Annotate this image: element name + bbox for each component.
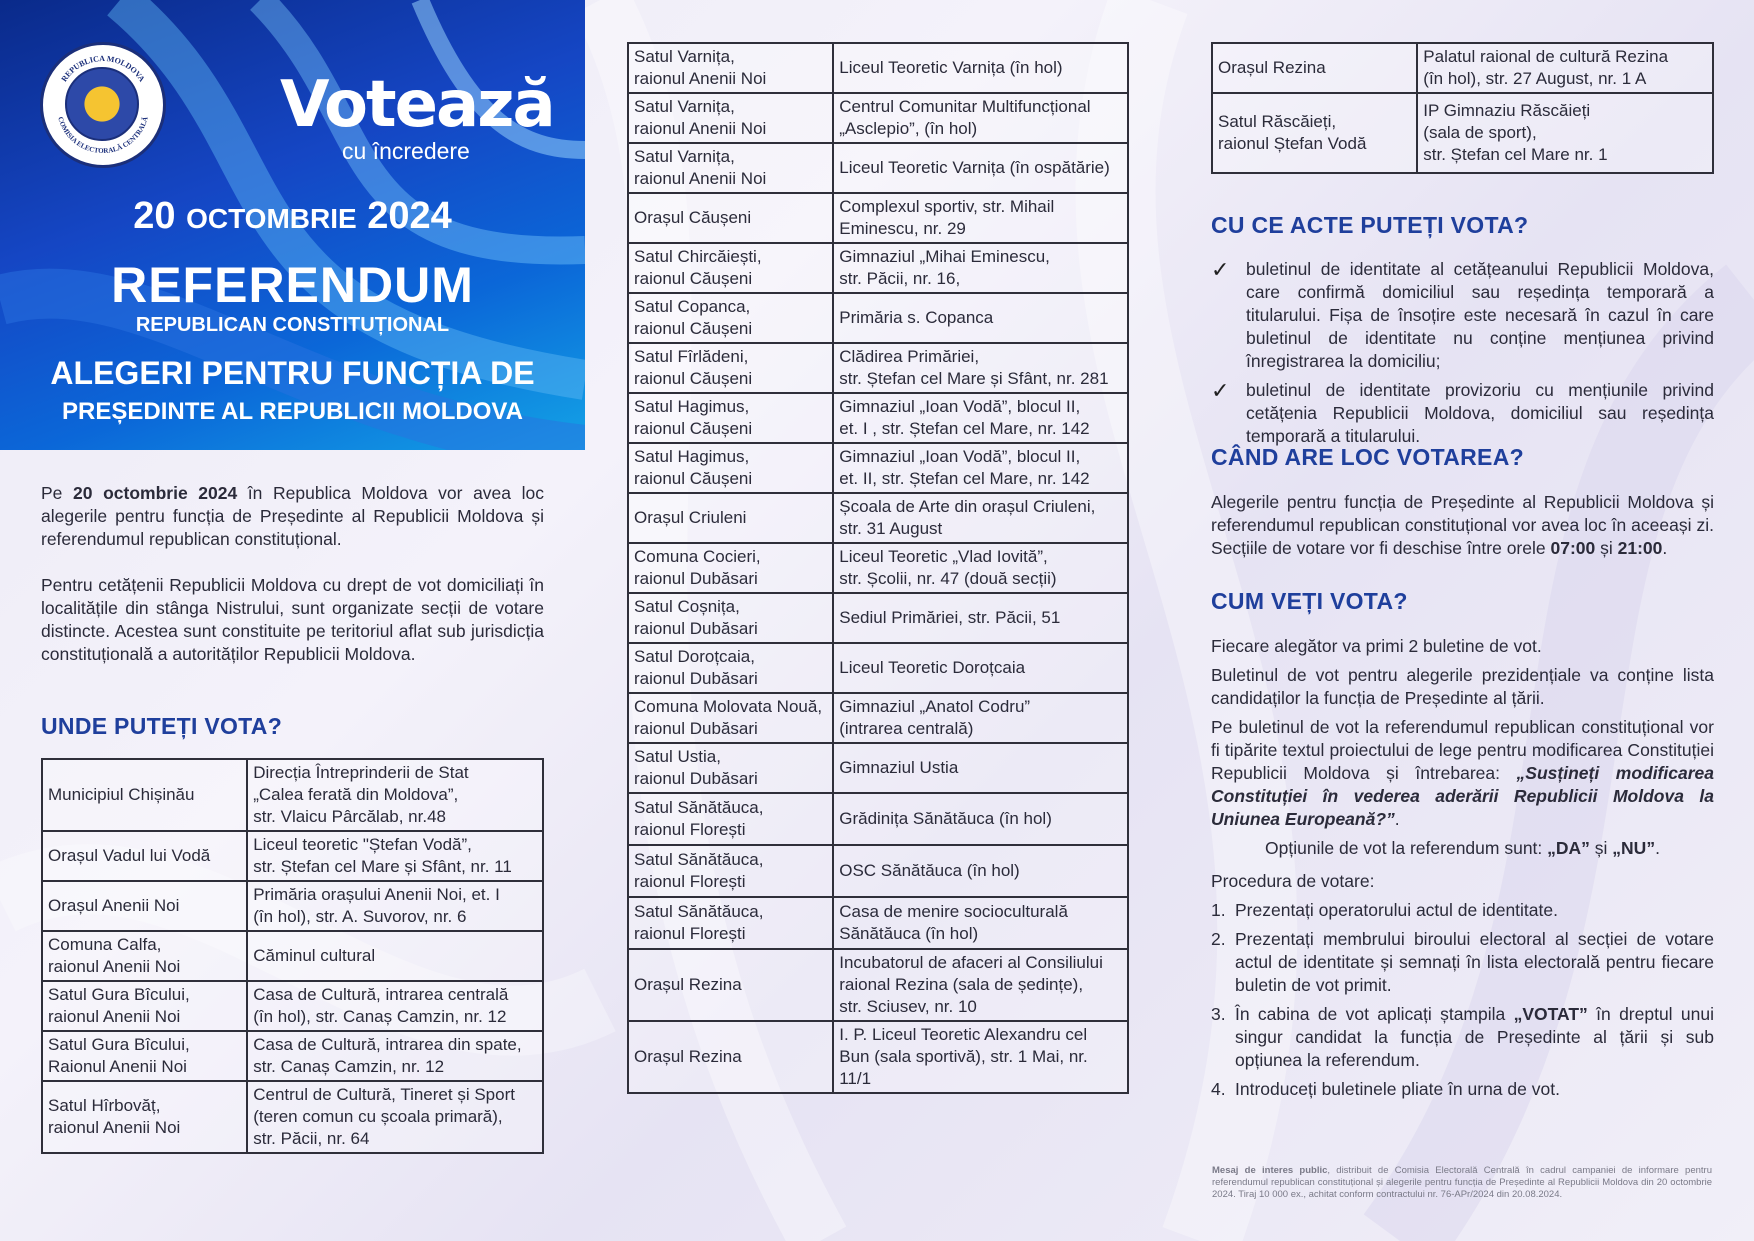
cum-p1: Fiecare alegător va primi 2 buletine de vot. [1211, 636, 1542, 656]
station-cell: Gimnaziul „Anatol Codru” (intrarea centrală) [833, 693, 1128, 743]
heading-cand-are-loc: CÂND ARE LOC VOTAREA? [1211, 444, 1524, 470]
station-cell: Liceul teoretic "Ștefan Vodă”, str. Ștefan cel Mare și Sfânt, nr. 11 [247, 831, 543, 881]
station-cell: Complexul sportiv, str. Mihail Eminescu, nr. 29 [833, 193, 1128, 243]
table-row [628, 443, 1128, 493]
station-cell: Școala de Arte din orașul Criuleni, str. 31 August [833, 493, 1128, 543]
locality-cell: Satul Răscăieți, raionul Ștefan Vodă [1212, 93, 1417, 173]
cec-seal-icon [40, 42, 166, 168]
locality-cell: Satul Hagimus, raionul Căușeni [628, 443, 833, 493]
station-cell: Liceul Teoretic Varnița (în ospătărie) [833, 143, 1128, 193]
cum-options: Opțiunile de vot la referendum sunt: „DA” și „NU”. [1265, 838, 1660, 858]
footer-disclaimer: Mesaj de interes public, distribuit de Comisia Electorală Centrală în cadrul campaniei de informare pentru referendumul republican constituțional și alegerile pentru funcția de Președinte al Republicii Moldova din 20 octombrie 2024. Tiraj 10 000 ex., achitat conform contractului nr. 76-APr/2024 din 20.08.2024. [1212, 1165, 1712, 1200]
station-cell: Incubatorul de afaceri al Consiliului raional Rezina (sala de ședințe), str. Sciusev, nr. 10 [833, 949, 1128, 1021]
locality-cell: Orașul Căușeni [628, 193, 833, 243]
referendum-title: REFERENDUM [111, 257, 474, 313]
table-row [628, 743, 1128, 793]
table-row [628, 845, 1128, 897]
logo-voteaza: Votează [280, 68, 554, 142]
table-row [628, 293, 1128, 343]
locality-cell: Satul Varnița, raionul Anenii Noi [628, 143, 833, 193]
locality-cell: Satul Chircăiești, raionul Căușeni [628, 243, 833, 293]
table-row [42, 881, 543, 931]
heading-unde-puteti-vota: UNDE PUTEȚI VOTA? [41, 713, 283, 739]
procedure-step: 4. Introduceți buletinele pliate în urna de vot. [1211, 1079, 1560, 1099]
acte-list [1211, 258, 1714, 454]
station-cell: I. P. Liceul Teoretic Alexandru cel Bun (sala sportivă), str. 1 Mai, nr. 11/1 [833, 1021, 1128, 1093]
station-cell: Primăria s. Copanca [833, 293, 1128, 343]
station-cell: Direcția Întreprinderii de Stat „Calea ferată din Moldova”, str. Vlaicu Pârcălab, nr.48 [247, 759, 543, 831]
table-row [628, 43, 1128, 93]
station-cell: Gimnaziul Ustia [833, 743, 1128, 793]
station-cell: Gimnaziul „Ioan Vodă”, blocul II, et. I , str. Ștefan cel Mare, nr. 142 [833, 393, 1128, 443]
table-row [1212, 43, 1713, 93]
station-cell: Liceul Teoretic Varnița (în hol) [833, 43, 1128, 93]
station-cell: OSC Sănătăuca (în hol) [833, 845, 1128, 897]
station-cell: Casa de Cultură, intrarea centrală (în hol), str. Canaș Camzin, nr. 12 [247, 981, 543, 1031]
intro-paragraph-2: Pentru cetățenii Republicii Moldova cu drept de vot domiciliați în localitățile din stânga Nistrului, sunt organizate secții de votare distincte. Acestea sunt constituite pe teritoriul aflat sub jurisdicția constituțională a autorităților Republicii Moldova. [41, 575, 544, 664]
procedure-steps [1211, 899, 1714, 1101]
locality-cell: Orașul Rezina [1212, 43, 1417, 93]
table-row [42, 831, 543, 881]
station-cell: Palatul raional de cultură Rezina (în hol), str. 27 August, nr. 1 A [1417, 43, 1713, 93]
elections-subtitle: PREȘEDINTE AL REPUBLICII MOLDOVA [62, 398, 523, 425]
station-cell: Centrul de Cultură, Tineret și Sport (teren comun cu școala primară), str. Păcii, nr. 64 [247, 1081, 543, 1153]
heading-cum-veti-vota: CUM VEȚI VOTA? [1211, 588, 1408, 614]
table-row [42, 1031, 543, 1081]
table-row [628, 543, 1128, 593]
polling-stations-table-1 [41, 758, 544, 1154]
table-row [628, 949, 1128, 1021]
locality-cell: Comuna Calfa, raionul Anenii Noi [42, 931, 247, 981]
table-row [628, 1021, 1128, 1093]
station-cell: Centrul Comunitar Multifuncțional „Asclepio”, (în hol) [833, 93, 1128, 143]
locality-cell: Satul Sănătăuca, raionul Florești [628, 897, 833, 949]
station-cell: Sediul Primăriei, str. Păcii, 51 [833, 593, 1128, 643]
locality-cell: Satul Hîrbovăț, raionul Anenii Noi [42, 1081, 247, 1153]
locality-cell: Orașul Criuleni [628, 493, 833, 543]
table-row [628, 93, 1128, 143]
polling-stations-table-3 [1211, 42, 1714, 174]
table-row [42, 931, 543, 981]
locality-cell: Satul Ustia, raionul Dubăsari [628, 743, 833, 793]
station-cell: Casa de Cultură, intrarea din spate, str. Canaș Camzin, nr. 12 [247, 1031, 543, 1081]
procedure-step: 2. Prezentați membrului biroului electoral al secției de votare actul de identitate și semnați în lista electorală pentru fiecare buletin de vot primit. [1211, 929, 1714, 995]
locality-cell: Orașul Rezina [628, 949, 833, 1021]
polling-stations-table-2 [627, 42, 1129, 1094]
station-cell: Liceul Teoretic „Vlad Iovită”, str. Școlii, nr. 47 (două secții) [833, 543, 1128, 593]
referendum-subtitle: REPUBLICAN CONSTITUȚIONAL [135, 314, 450, 336]
procedure-label: Procedura de votare: [1211, 871, 1375, 891]
station-cell: Grădinița Sănătăuca (în hol) [833, 793, 1128, 845]
locality-cell: Satul Gura Bîcului, raionul Anenii Noi [42, 981, 247, 1031]
locality-cell: Satul Sănătăuca, raionul Florești [628, 845, 833, 897]
table-row [42, 981, 543, 1031]
table-row [628, 693, 1128, 743]
cum-block [1211, 635, 1714, 1107]
locality-cell: Satul Gura Bîcului, Raionul Anenii Noi [42, 1031, 247, 1081]
table-row [42, 1081, 543, 1153]
locality-cell: Satul Hagimus, raionul Căușeni [628, 393, 833, 443]
logo-tagline: cu încredere [342, 138, 470, 164]
table-row [628, 643, 1128, 693]
table-row [628, 143, 1128, 193]
acte-item: ✓ buletinul de identitate provizoriu cu mențiunile privind cetățenia Republicii Moldova, domiciliul sau reședința temporară a titularului. [1211, 378, 1714, 446]
locality-cell: Satul Varnița, raionul Anenii Noi [628, 93, 833, 143]
station-cell: Căminul cultural [247, 931, 543, 981]
locality-cell: Satul Fîrlădeni, raionul Căușeni [628, 343, 833, 393]
acte-item: ✓ buletinul de identitate al cetățeanului Republicii Moldova, care confirmă domiciliul sau reședința temporară a titularului. Fișa de însoțire este necesară în cazul în care buletinul de identitate nu conține mențiunea privind înregistrarea la domiciliu; [1211, 257, 1714, 371]
table-row [628, 493, 1128, 543]
table-row [42, 759, 543, 831]
locality-cell: Orașul Anenii Noi [42, 881, 247, 931]
table-row [628, 193, 1128, 243]
header-banner [0, 0, 585, 450]
station-cell: Clădirea Primăriei, str. Ștefan cel Mare și Sfânt, nr. 281 [833, 343, 1128, 393]
locality-cell: Satul Sănătăuca, raionul Florești [628, 793, 833, 845]
locality-cell: Orașul Rezina [628, 1021, 833, 1093]
locality-cell: Satul Coșnița, raionul Dubăsari [628, 593, 833, 643]
locality-cell: Satul Varnița, raionul Anenii Noi [628, 43, 833, 93]
svg-text:COMISIA ELECTORALĂ CENTRALĂ: COMISIA ELECTORALĂ CENTRALĂ [56, 115, 150, 156]
locality-cell: Comuna Molovata Nouă, raionul Dubăsari [628, 693, 833, 743]
locality-cell: Comuna Cocieri, raionul Dubăsari [628, 543, 833, 593]
intro-paragraph-1: Pe 20 octombrie 2024 în Republica Moldova vor avea loc alegerile pentru funcția de Președinte al Republicii Moldova și referendumul republican constituțional. [41, 483, 544, 549]
svg-text:REPUBLICA MOLDOVA: REPUBLICA MOLDOVA [59, 53, 147, 84]
locality-cell: Municipiul Chișinău [42, 759, 247, 831]
check-icon: ✓ [1211, 378, 1230, 403]
check-icon: ✓ [1211, 257, 1230, 282]
election-date: 20 OCTOMBRIE 2024 [133, 195, 452, 237]
procedure-step: 1. Prezentați operatorului actul de identitate. [1211, 900, 1558, 920]
table-row [628, 393, 1128, 443]
station-cell: Gimnaziul „Ioan Vodă”, blocul II, et. II, str. Ștefan cel Mare, nr. 142 [833, 443, 1128, 493]
station-cell: Casa de menire socioculturală Sănătăuca (în hol) [833, 897, 1128, 949]
station-cell: Liceul Teoretic Doroțcaia [833, 643, 1128, 693]
cum-p3: Pe buletinul de vot la referendumul republican constituțional vor fi tipărite textul proiectului de lege pentru modificarea Constituției Republicii Moldova și întrebarea: „Susțineți modificarea Constituției în vederea aderării Republicii Moldova la Uniunea Europeană?”. [1211, 717, 1714, 829]
table-row [628, 793, 1128, 845]
table-row [628, 243, 1128, 293]
locality-cell: Satul Doroțcaia, raionul Dubăsari [628, 643, 833, 693]
locality-cell: Satul Copanca, raionul Căușeni [628, 293, 833, 343]
station-cell: IP Gimnaziu Răscăieți (sala de sport), str. Ștefan cel Mare nr. 1 [1417, 93, 1713, 173]
locality-cell: Orașul Vadul lui Vodă [42, 831, 247, 881]
heading-cu-ce-acte: CU CE ACTE PUTEȚI VOTA? [1211, 212, 1529, 238]
cand-paragraph: Alegerile pentru funcția de Președinte al Republicii Moldova și referendumul republican constituțional vor avea loc în aceeași zi. Secțiile de votare vor fi deschise între orele 07:00 și 21:00. [1211, 492, 1714, 558]
cum-p2: Buletinul de vot pentru alegerile prezidențiale va conține lista candidaților la funcția de Președinte al țării. [1211, 665, 1714, 708]
station-cell: Primăria orașului Anenii Noi, et. I (în hol), str. A. Suvorov, nr. 6 [247, 881, 543, 931]
table-row [628, 343, 1128, 393]
elections-title: ALEGERI PENTRU FUNCȚIA DE [50, 355, 535, 391]
station-cell: Gimnaziul „Mihai Eminescu, str. Păcii, nr. 16, [833, 243, 1128, 293]
procedure-step: 3. În cabina de vot aplicați ștampila „VOTAT” în dreptul unui singur candidat la funcția de Președinte al țării și sub opțiunea la referendum. [1211, 1004, 1714, 1070]
table-row [628, 593, 1128, 643]
table-row [628, 897, 1128, 949]
table-row [1212, 93, 1713, 173]
